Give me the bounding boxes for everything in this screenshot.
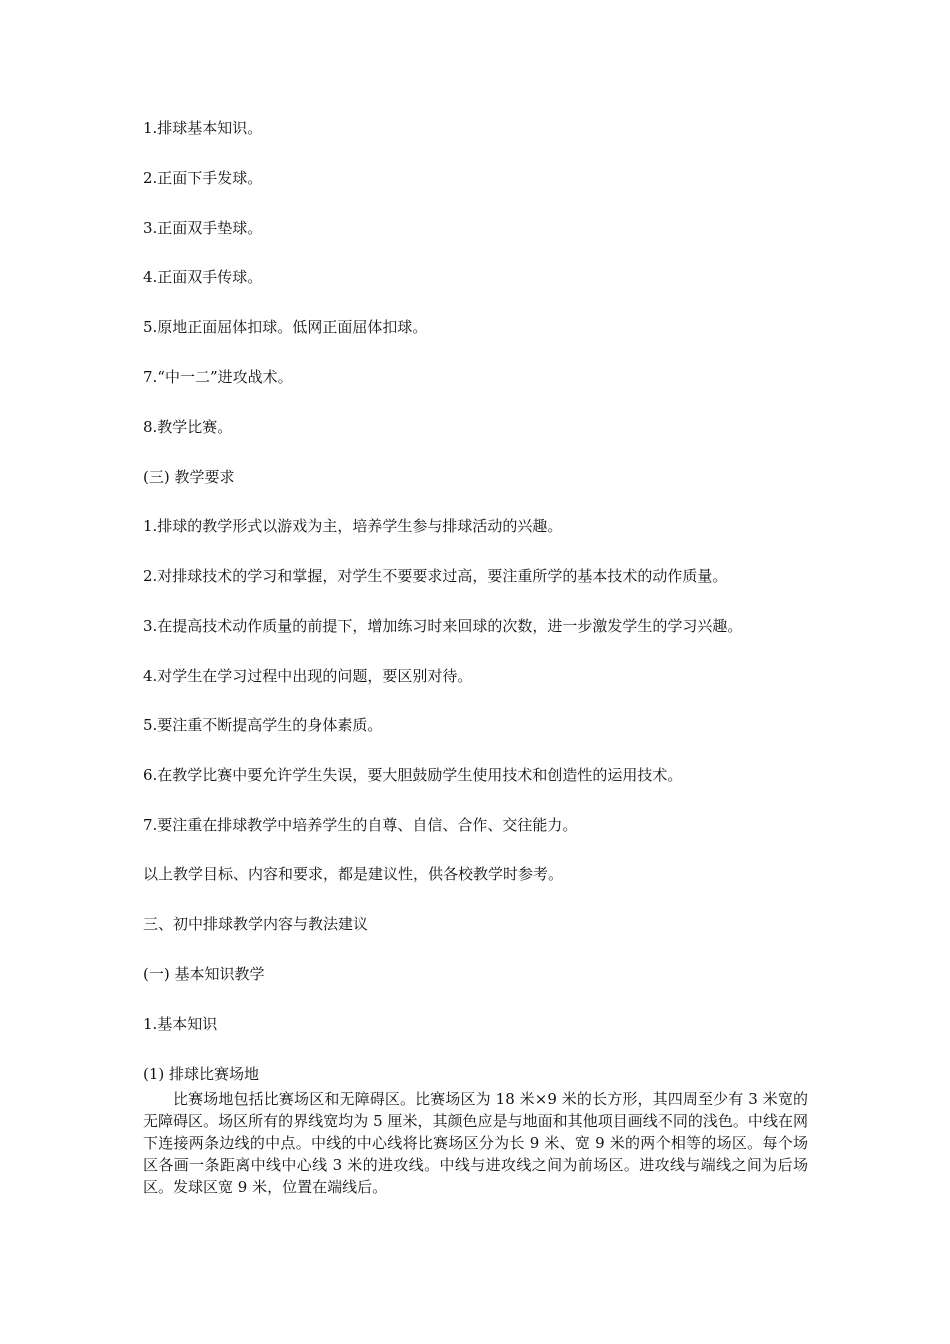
list-item: 4.正面双手传球。 bbox=[143, 268, 263, 286]
list-item: 7.“中一二”进攻战术。 bbox=[143, 368, 293, 386]
list-item: 3.正面双手垫球。 bbox=[143, 219, 263, 237]
list-item: 1.排球的教学形式以游戏为主，培养学生参与排球活动的兴趣。 bbox=[143, 517, 563, 535]
section-heading: (三) 教学要求 bbox=[143, 468, 235, 486]
subsection-heading: (1) 排球比赛场地 bbox=[143, 1065, 260, 1083]
list-item: 6.在教学比赛中要允许学生失误，要大胆鼓励学生使用技术和创造性的运用技术。 bbox=[143, 766, 683, 784]
list-item: 4.对学生在学习过程中出现的问题，要区别对待。 bbox=[143, 667, 473, 685]
note-text: 以上教学目标、内容和要求，都是建议性，供各校教学时参考。 bbox=[143, 865, 564, 883]
list-item: 5.原地正面屈体扣球。低网正面屈体扣球。 bbox=[143, 318, 428, 336]
list-item: 2.对排球技术的学习和掌握，对学生不要要求过高，要注重所学的基本技术的动作质量。 bbox=[143, 567, 728, 585]
list-item: 5.要注重不断提高学生的身体素质。 bbox=[143, 716, 383, 734]
subsection-heading: (一) 基本知识教学 bbox=[143, 965, 265, 983]
list-item: 3.在提高技术动作质量的前提下，增加练习时来回球的次数，进一步激发学生的学习兴趣。 bbox=[143, 617, 743, 635]
list-item: 7.要注重在排球教学中培养学生的自尊、自信、合作、交往能力。 bbox=[143, 816, 578, 834]
list-item: 8.教学比赛。 bbox=[143, 418, 233, 436]
list-item: 2.正面下手发球。 bbox=[143, 169, 263, 187]
subsection-heading: 1.基本知识 bbox=[143, 1015, 218, 1033]
section-heading: 三、初中排球教学内容与教法建议 bbox=[143, 915, 369, 933]
list-item: 1.排球基本知识。 bbox=[143, 119, 263, 137]
body-paragraph: 比赛场地包括比赛场区和无障碍区。比赛场区为 18 米×9 米的长方形，其四周至少有 3 米宽的无障碍区。场区所有的界线宽均为 5 厘米，其颜色应是与地面和其他项目画线不同的浅色。中线在网下连接两条边线的中点。中线的中心线将比赛场区分为长 9 米、宽 9 米的两个相等的场区。每个场区各画一条距离中线中心线 3 米的进攻线。中线与进攻线之间为前场区。进攻线与端线之间为后场区。发球区宽 9 米，位置在端线后。 bbox=[143, 1090, 808, 1196]
